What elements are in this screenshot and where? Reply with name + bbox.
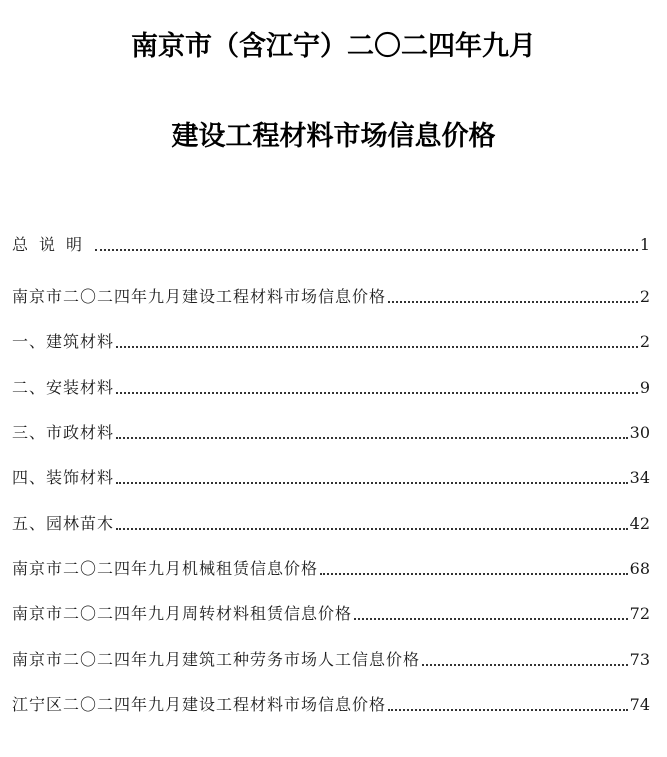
toc-dot-leader (388, 709, 628, 711)
toc-entry-garden-seedlings[interactable] (12, 511, 650, 535)
toc-entry-label: 南京市二〇二四年九月周转材料租赁信息价格 (12, 604, 353, 623)
toc-entry-decoration-materials[interactable] (12, 465, 650, 489)
toc-entry-label: 三、市政材料 (12, 423, 115, 442)
toc-page-number: 9 (639, 378, 650, 397)
toc-entry-label: 南京市二〇二四年九月建设工程材料市场信息价格 (12, 287, 387, 306)
document-title-line1: 南京市（含江宁）二〇二四年九月 (131, 31, 536, 62)
toc-dot-leader (95, 249, 638, 251)
toc-entry-building-materials[interactable] (12, 329, 650, 353)
toc-dot-leader (116, 392, 638, 394)
toc-entry-label: 南京市二〇二四年九月建筑工种劳务市场人工信息价格 (12, 650, 421, 669)
toc-page-number: 2 (639, 332, 650, 351)
toc-page-number: 30 (629, 423, 650, 442)
toc-dot-leader (116, 346, 638, 348)
toc-dot-leader (388, 301, 638, 303)
toc-entry-label: 总说明 (12, 235, 94, 254)
toc-dot-leader (320, 573, 628, 575)
toc-entry-label: 南京市二〇二四年九月机械租赁信息价格 (12, 559, 319, 578)
toc-entry-machinery-rental[interactable] (12, 556, 650, 580)
toc-page-number: 34 (629, 468, 650, 487)
toc-entry-jiangning-materials[interactable] (12, 692, 650, 716)
toc-entry-label: 江宁区二〇二四年九月建设工程材料市场信息价格 (12, 695, 387, 714)
toc-entry-label: 五、园林苗木 (12, 514, 115, 533)
toc-entry-turnover-materials-rental[interactable] (12, 601, 650, 625)
toc-entry-municipal-materials[interactable] (12, 420, 650, 444)
toc-page-number: 74 (629, 695, 650, 714)
toc-page-number: 1 (639, 235, 650, 254)
toc-page-number: 42 (629, 514, 650, 533)
toc-page-number: 2 (639, 287, 650, 306)
toc-dot-leader (116, 482, 628, 484)
toc-page-number: 73 (629, 650, 650, 669)
toc-page-number: 68 (629, 559, 650, 578)
document-title-line2: 建设工程材料市场信息价格 (171, 121, 496, 152)
toc-dot-leader (116, 437, 628, 439)
toc-dot-leader (422, 664, 628, 666)
toc-entry-nanjing-materials[interactable] (12, 284, 650, 308)
toc-entry-label: 一、建筑材料 (12, 332, 115, 351)
toc-entry-installation-materials[interactable] (12, 375, 650, 399)
toc-entry-label: 二、安装材料 (12, 378, 115, 397)
toc-entry-general-notes[interactable] (12, 232, 650, 256)
toc-dot-leader (116, 528, 628, 530)
toc-entry-labor-prices[interactable] (12, 647, 650, 671)
toc-entry-label: 四、装饰材料 (12, 468, 115, 487)
toc-dot-leader (354, 618, 628, 620)
toc-page-number: 72 (629, 604, 650, 623)
